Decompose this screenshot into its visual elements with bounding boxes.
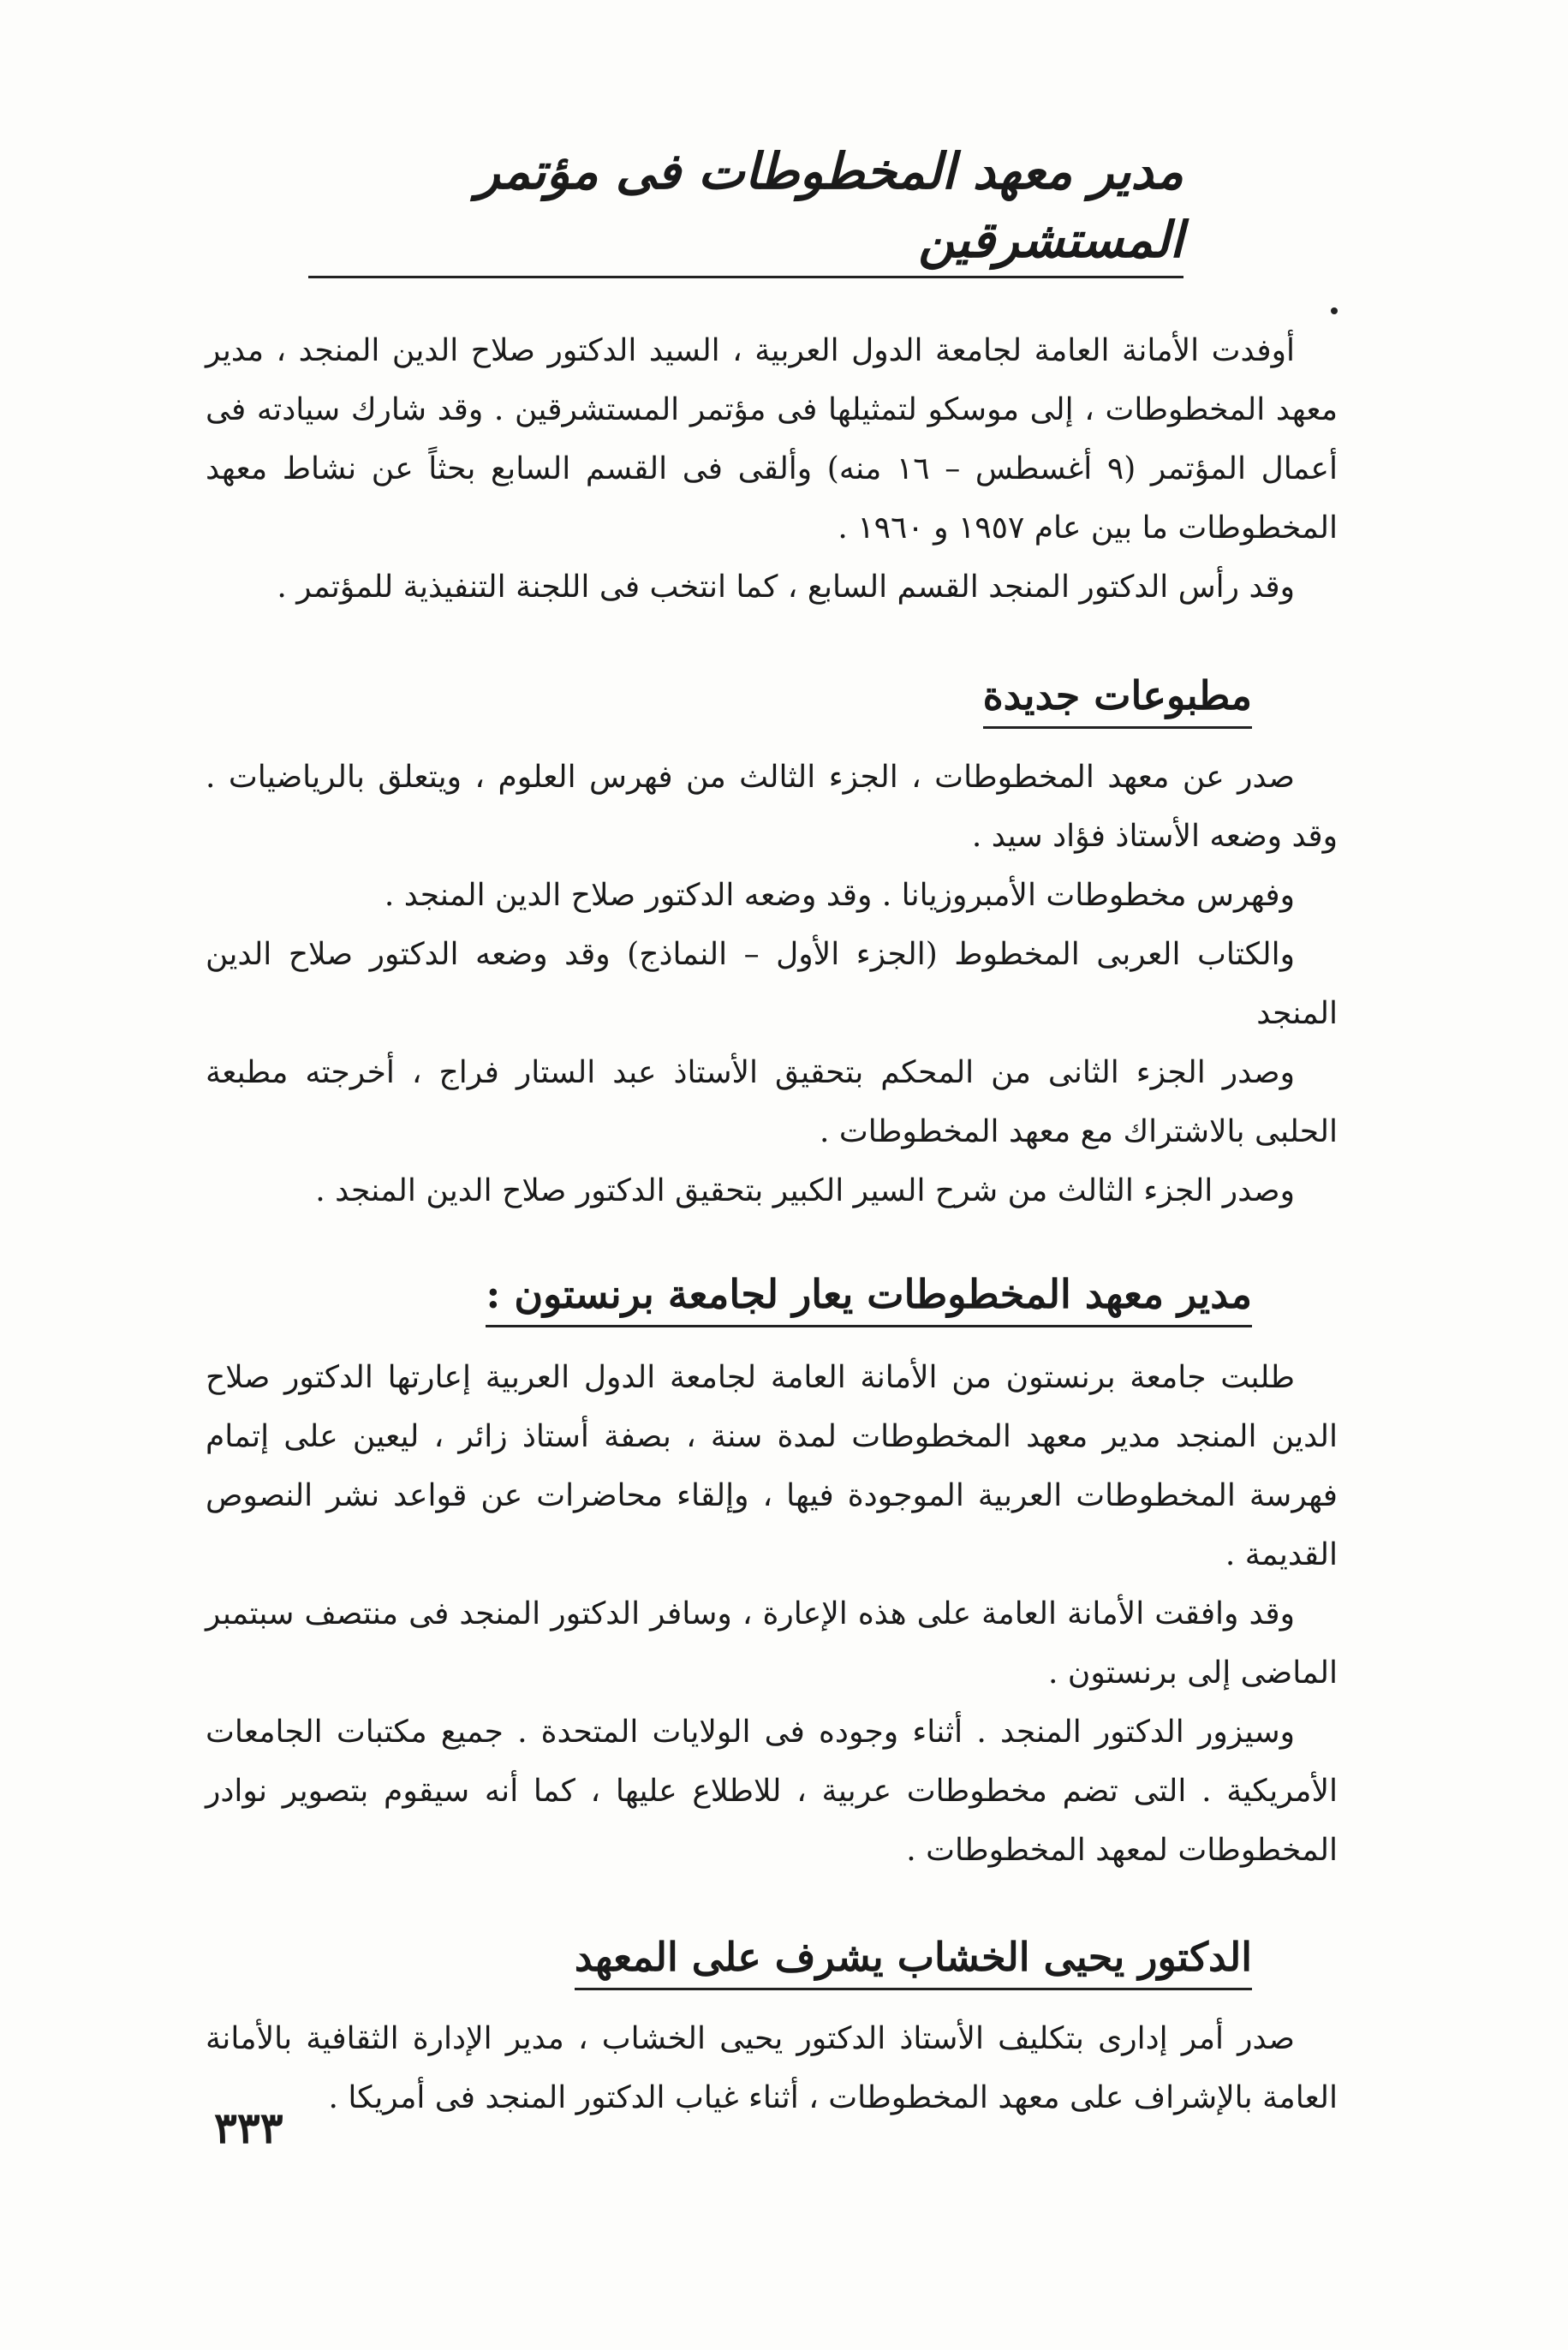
paragraph: وصدر الجزء الثانى من المحكم بتحقيق الأستاذ عبد الستار فراج ، أخرجته مطبعة الحلبى بالاشتراك مع معهد المخطوطات . <box>206 1055 1338 1149</box>
paragraph: وقد وافقت الأمانة العامة على هذه الإعارة ، وسافر الدكتور المنجد فى منتصف سبتمبر الماضى إلى برنستون . <box>206 1596 1338 1691</box>
article-body <box>206 137 1338 2127</box>
section-princeton <box>206 1268 1338 1880</box>
paragraph: وفهرس مخطوطات الأمبروزيانا . وقد وضعه الدكتور صلاح الدين المنجد . <box>384 878 1295 913</box>
paragraph: صدر عن معهد المخطوطات ، الجزء الثالث من فهرس العلوم ، ويتعلق بالرياضيات . وقد وضعه الأستاذ فؤاد سيد . <box>206 760 1338 854</box>
page-number: ٣٣٣ <box>214 2102 283 2153</box>
section-conference <box>206 321 1338 617</box>
section-new-publications <box>206 670 1338 1220</box>
paragraph: أوفدت الأمانة العامة لجامعة الدول العربية ، السيد الدكتور صلاح الدين المنجد ، مدير معهد المخطوطات ، إلى موسكو لتمثيلها فى مؤتمر المستشرقين . وقد شارك سيادته فى أعمال المؤتمر (٩ أغسطس – ١٦ منه) وألقى فى القسم السابع بحثاً عن نشاط معهد المخطوطات ما بين عام ١٩٥٧ و ١٩٦٠ . <box>206 333 1338 546</box>
title-underline <box>308 276 1183 278</box>
section-heading: مطبوعات جديدة <box>983 670 1252 729</box>
paragraph: صدر أمر إدارى بتكليف الأستاذ الدكتور يحيى الخشاب ، مدير الإدارة الثقافية بالأمانة العامة بالإشراف على معهد المخطوطات ، أثناء غياب الدكتور المنجد فى أمريكا . <box>206 2021 1338 2115</box>
page-title: مدير معهد المخطوطات فى مؤتمر المستشرقين <box>475 142 1183 269</box>
section-supervision <box>206 1931 1338 2127</box>
paragraph: وقد رأس الدكتور المنجد القسم السابع ، كما انتخب فى اللجنة التنفيذية للمؤتمر . <box>277 570 1295 605</box>
paragraph: وسيزور الدكتور المنجد . أثناء وجوده فى الولايات المتحدة . جميع مكتبات الجامعات الأمريكية . التى تضم مخطوطات عربية ، للاطلاع عليها ، كما أنه سيقوم بتصوير نوادر المخطوطات لمعهد المخطوطات . <box>206 1715 1338 1868</box>
paragraph: طلبت جامعة برنستون من الأمانة العامة لجامعة الدول العربية إعارتها الدكتور صلاح الدين المنجد مدير معهد المخطوطات لمدة سنة ، بصفة أستاذ زائر ، ليعين على إتمام فهرسة المخطوطات العربية الموجودة فيها ، وإلقاء محاضرات عن قواعد نشر النصوص القديمة . <box>206 1360 1338 1572</box>
paragraph: والكتاب العربى المخطوط (الجزء الأول – النماذج) وقد وضعه الدكتور صلاح الدين المنجد <box>206 937 1338 1031</box>
paragraph: وصدر الجزء الثالث من شرح السير الكبير بتحقيق الدكتور صلاح الدين المنجد . <box>315 1173 1295 1208</box>
section-heading: مدير معهد المخطوطات يعار لجامعة برنستون : <box>486 1268 1252 1327</box>
ornament-dot <box>1331 307 1338 314</box>
section-heading: الدكتور يحيى الخشاب يشرف على المعهد <box>575 1931 1252 1990</box>
